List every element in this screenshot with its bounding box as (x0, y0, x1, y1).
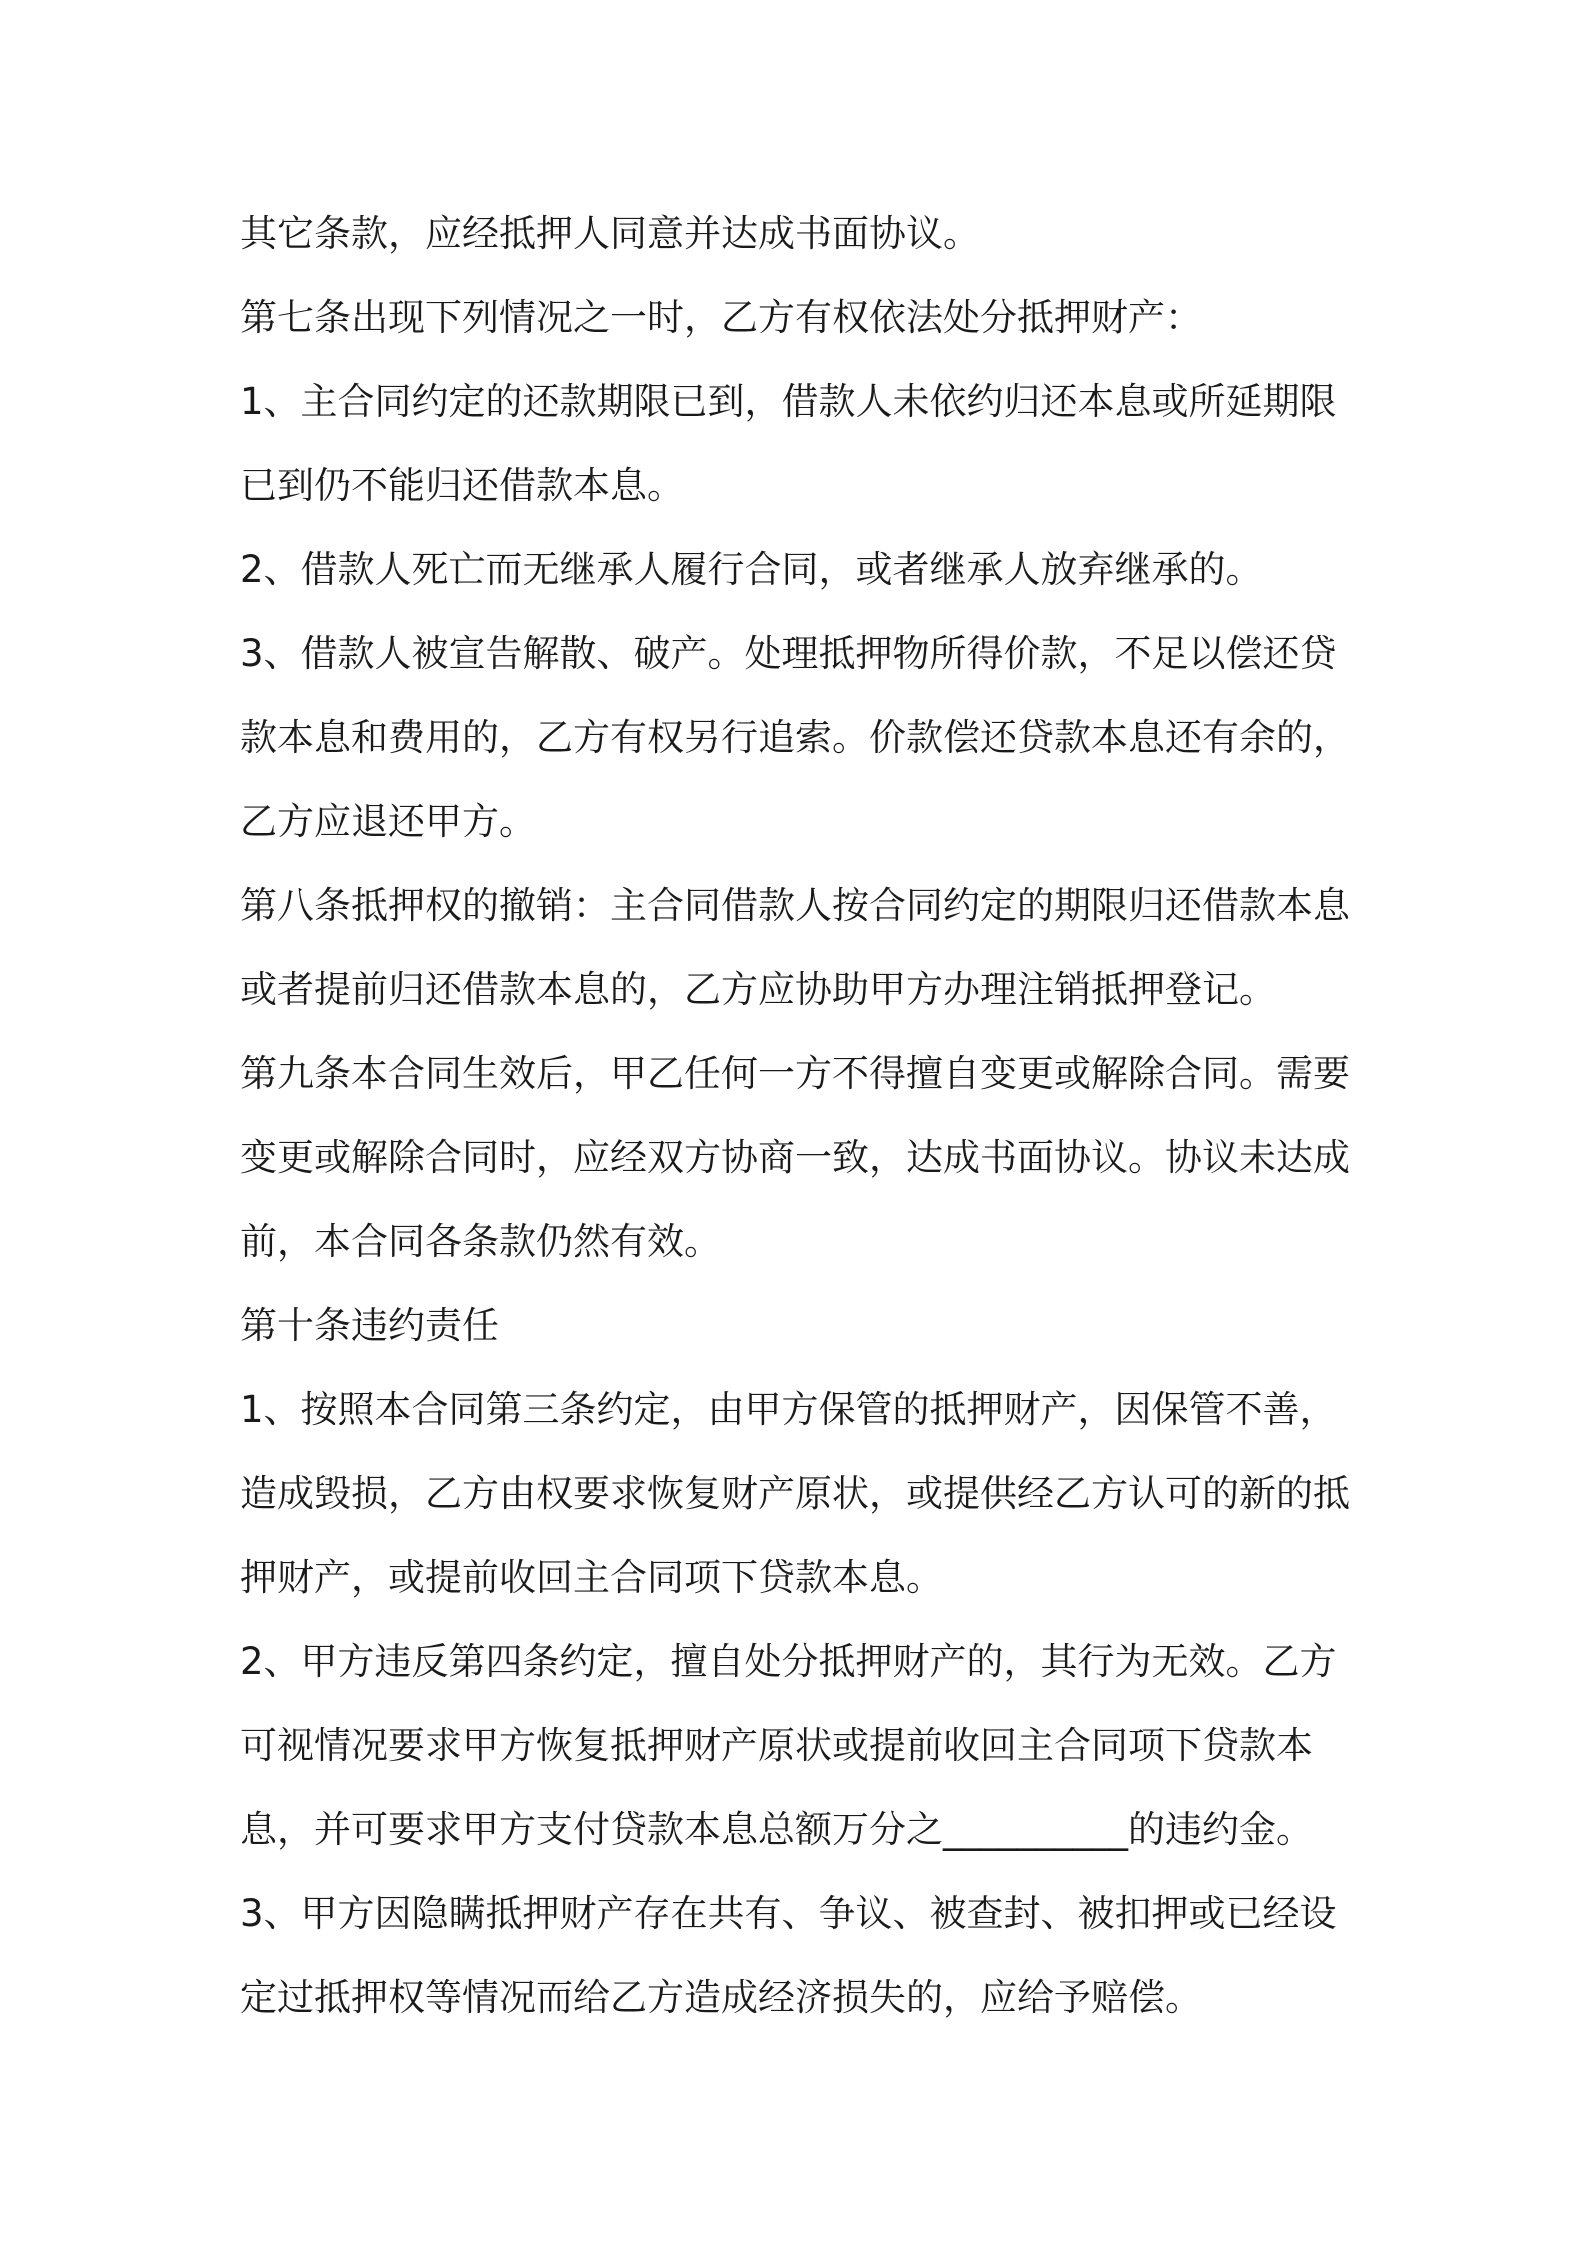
paragraph-article-10-item-3: 3、甲方因隐瞒抵押财产存在共有、争议、被查封、被扣押或已经设定过抵押权等情况而给乙方造成经济损失的，应给予赔偿。 (240, 1892, 1337, 2019)
paragraph-article-7: 第七条出现下列情况之一时，乙方有权依法处分抵押财产： (240, 296, 1202, 339)
paragraph-other-terms: 其它条款，应经抵押人同意并达成书面协议。 (240, 212, 980, 255)
paragraph-article-7-item-3: 3、借款人被宣告解散、破产。处理抵押物所得价款，不足以偿还贷款本息和费用的，乙方有权另行追索。价款偿还贷款本息还有余的，乙方应退还甲方。 (240, 632, 1350, 843)
paragraph-article-7-item-1: 1、主合同约定的还款期限已到，借款人未依约归还本息或所延期限已到仍不能归还借款本息。 (240, 380, 1337, 507)
contract-body (240, 192, 1360, 2040)
paragraph-article-10-item-2: 2、甲方违反第四条约定，擅自处分抵押财产的，其行为无效。乙方可视情况要求甲方恢复抵押财产原状或提前收回主合同项下贷款本息，并可要求甲方支付贷款本息总额万分之__________的违约金。 (240, 1640, 1337, 1851)
paragraph-article-9: 第九条本合同生效后，甲乙任何一方不得擅自变更或解除合同。需要变更或解除合同时，应经双方协商一致，达成书面协议。协议未达成前，本合同各条款仍然有效。 (240, 1052, 1350, 1263)
paragraph-article-10-heading: 第十条违约责任 (240, 1304, 499, 1347)
paragraph-article-8: 第八条抵押权的撤销：主合同借款人按合同约定的期限归还借款本息或者提前归还借款本息的，乙方应协助甲方办理注销抵押登记。 (240, 884, 1350, 1011)
paragraph-article-10-item-1: 1、按照本合同第三条约定，由甲方保管的抵押财产，因保管不善，造成毁损，乙方由权要求恢复财产原状，或提供经乙方认可的新的抵押财产，或提前收回主合同项下贷款本息。 (240, 1388, 1350, 1599)
paragraph-article-7-item-2: 2、借款人死亡而无继承人履行合同，或者继承人放弃继承的。 (240, 548, 1263, 591)
